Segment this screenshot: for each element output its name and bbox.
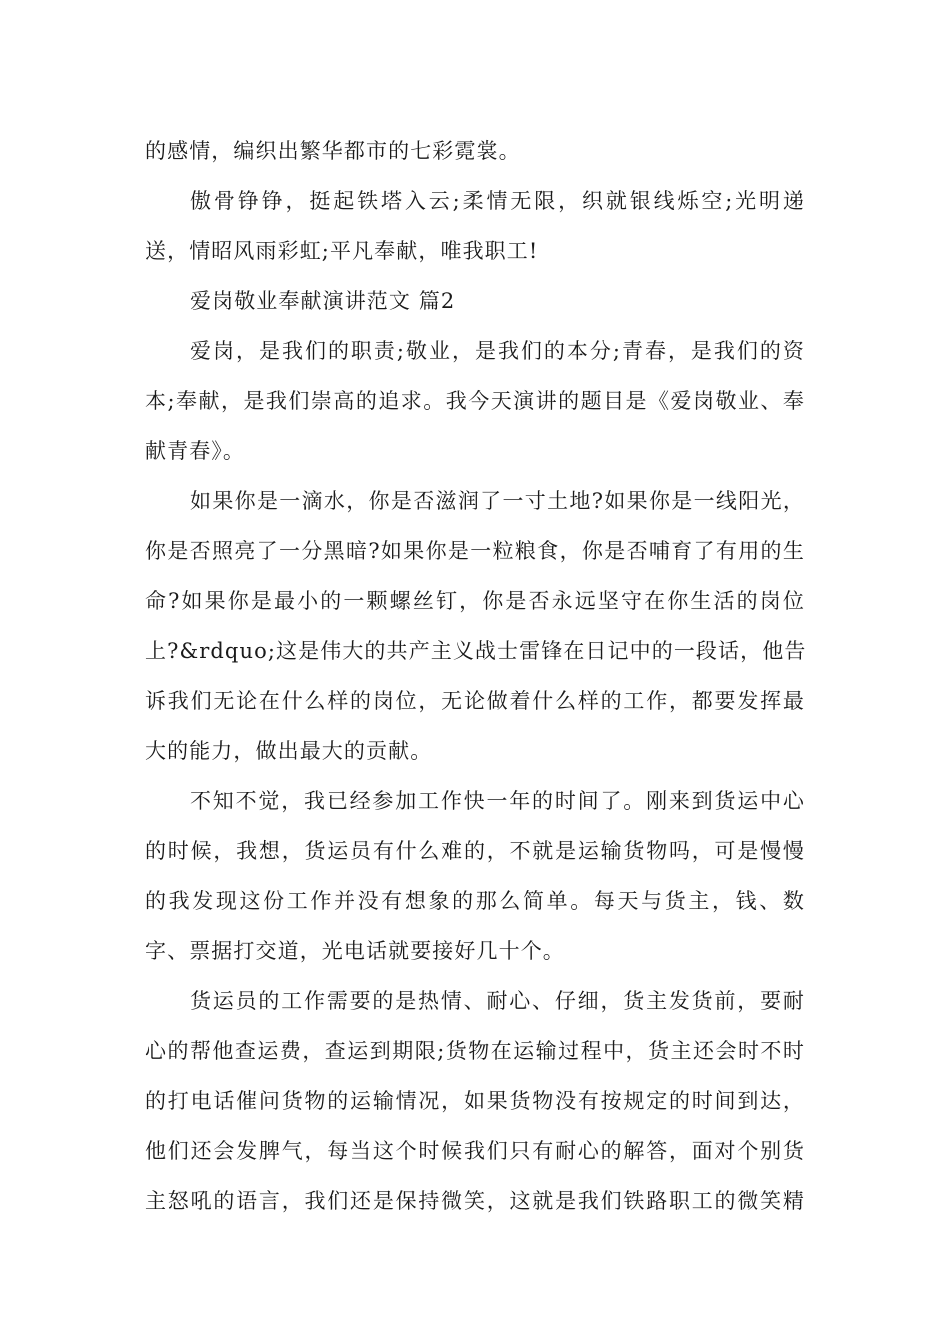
text-line: 爱岗，是我们的职责;敬业，是我们的本分;青春，是我们的资 [190,339,805,363]
text-line: 大的能力，做出最大的贡献。 [145,739,433,763]
text-line: 送，情昭风雨彩虹;平凡奉献，唯我职工! [145,239,539,263]
text-line: 字、票据打交道，光电话就要接好几十个。 [145,939,565,963]
text-line: 本;奉献，是我们崇高的追求。我今天演讲的题目是《爱岗敬业、奉 [145,389,805,413]
text-line: 的感情，编织出繁华都市的七彩霓裳。 [145,139,521,163]
text-line: 不知不觉，我已经参加工作快一年的时间了。刚来到货运中心 [190,789,805,813]
text-line: 诉我们无论在什么样的岗位，无论做着什么样的工作，都要发挥最 [145,689,805,713]
text-line: 他们还会发脾气，每当这个时候我们只有耐心的解答，面对个别货 [145,1139,805,1163]
section-heading: 爱岗敬业奉献演讲范文 篇2 [190,289,456,313]
text-line: 献青春》。 [145,439,245,463]
text-line: 上?&rdquo;这是伟大的共产主义战士雷锋在日记中的一段话，他告 [145,639,807,663]
text-line: 如果你是一滴水，你是否滋润了一寸土地?如果你是一线阳光， [190,489,805,513]
text-line: 命?如果你是最小的一颗螺丝钉，你是否永远坚守在你生活的岗位 [145,589,805,613]
text-line: 心的帮他查运费，查运到期限;货物在运输过程中，货主还会时不时 [145,1039,805,1063]
text-line: 的时候，我想，货运员有什么难的，不就是运输货物吗，可是慢慢 [145,839,805,863]
text-line: 的我发现这份工作并没有想象的那么简单。每天与货主，钱、数 [145,889,805,913]
text-line: 的打电话催问货物的运输情况，如果货物没有按规定的时间到达， [145,1089,805,1113]
text-line: 货运员的工作需要的是热情、耐心、仔细，货主发货前，要耐 [190,989,805,1013]
text-line: 你是否照亮了一分黑暗?如果你是一粒粮食，你是否哺育了有用的生 [145,539,805,563]
text-line: 傲骨铮铮，挺起铁塔入云;柔情无限，织就银线烁空;光明递 [190,189,805,213]
text-line: 主怒吼的语言，我们还是保持微笑，这就是我们铁路职工的微笑精 [145,1189,805,1213]
